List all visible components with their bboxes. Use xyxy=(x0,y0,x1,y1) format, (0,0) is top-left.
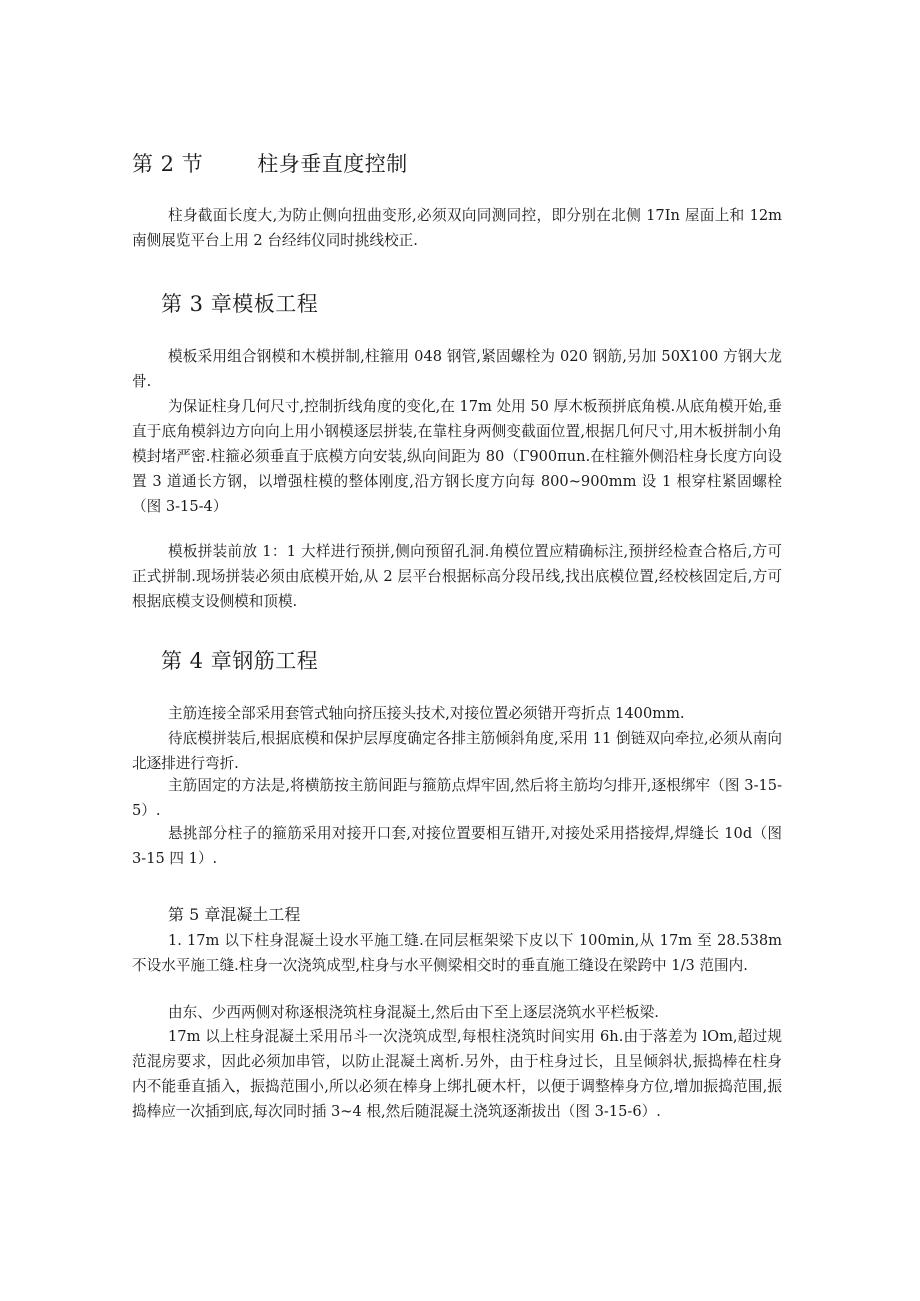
paragraph: 模板采用组合钢模和木模拼制,柱箍用 048 钢管,紧固螺栓为 020 钢筋,另加 50X100 方钢大龙骨. xyxy=(132,348,782,390)
paragraph: 模板拼装前放 1：1 大样进行预拼,侧向预留孔洞.角模位置应精确标注,预拼经检查合格后,方可正式拼制.现场拼装必须由底模开始,从 2 层平台根据标高分段吊线,找出底模位置,经校核固定后,方可根据底模支设侧模和顶模. xyxy=(132,543,782,610)
paragraph: 1. 17m 以下柱身混凝土设水平施工缝.在同层框架梁下皮以下 100min,从 17m 至 28.538m 不设水平施工缝.柱身一次浇筑成型,柱身与水平侧梁相交时的垂直施工缝设在梁跨中 1/3 范围内. xyxy=(132,932,782,974)
paragraph: 主筋固定的方法是,将横筋按主筋间距与箍筋点焊牢固,然后将主筋均匀排开,逐根绑牢（图 3-15-5）. xyxy=(132,777,782,819)
paragraph: 主筋连接全部采用套管式轴向挤压接头技术,对接位置必须错开弯折点 1400mm. xyxy=(168,705,685,722)
chapter-heading: 第 3 章模板工程 xyxy=(161,292,319,316)
paragraph: 柱身截面长度大,为防止侧向扭曲变形,必须双向同测同控，即分别在北侧 17In 屋面上和 12m 南侧展览平台上用 2 台经纬仪同时挑线校正. xyxy=(132,207,782,249)
paragraph: 悬挑部分柱子的箍筋采用对接开口套,对接位置要相互错开,对接处采用搭接焊,焊缝长 10d（图 3-15 四 1）. xyxy=(132,825,782,867)
paragraph: 为保证柱身几何尺寸,控制折线角度的变化,在 17m 处用 50 厚木板预拼底角模.从底角模开始,垂直于底角模斜边方向向上用小钢模逐层拼装,在靠柱身两侧变截面位置,根据几何尺寸,用木板拼制小角模封堵严密.柱箍必须垂直于底模方向安装,纵向间距为 80（Γ900πun.在柱箍外侧沿柱身长度方向设置 3 道通长方钢，以增强柱模的整体刚度,沿方钢长度方向每 800~900mm 设 1 根穿柱紧固螺栓（图 3-15-4） xyxy=(132,398,782,515)
paragraph: 17m 以上柱身混凝土采用吊斗一次浇筑成型,每根柱浇筑时间实用 6h.由于落差为 lOm,超过规范混房要求，因此必须加串管，以防止混凝土离析.另外，由于柱身过长，且呈倾斜状,振捣棒在柱身内不能垂直插入，振捣范围小,所以必须在棒身上绑扎硬木杆，以便于调整棒身方位,增加振捣范围,振捣棒应一次插到底,每次同时插 3~4 根,然后随混凝土浇筑逐渐拔出（图 3-15-6）. xyxy=(132,1028,782,1120)
section-heading xyxy=(132,148,408,178)
paragraph: 待底模拼装后,根据底模和保护层厚度确定各排主筋倾斜角度,采用 11 倒链双向牵拉,必须从南向北逐排进行弯折. xyxy=(132,730,782,772)
section-number: 第 2 节 xyxy=(132,152,204,176)
section-title: 柱身垂直度控制 xyxy=(257,152,408,176)
chapter-heading: 第 4 章钢筋工程 xyxy=(161,649,319,673)
chapter-heading: 第 5 章混凝土工程 xyxy=(168,905,301,924)
paragraph: 由东、少西两侧对称逐根浇筑柱身混凝土,然后由下至上逐层浇筑水平栏板梁. xyxy=(168,1004,659,1021)
